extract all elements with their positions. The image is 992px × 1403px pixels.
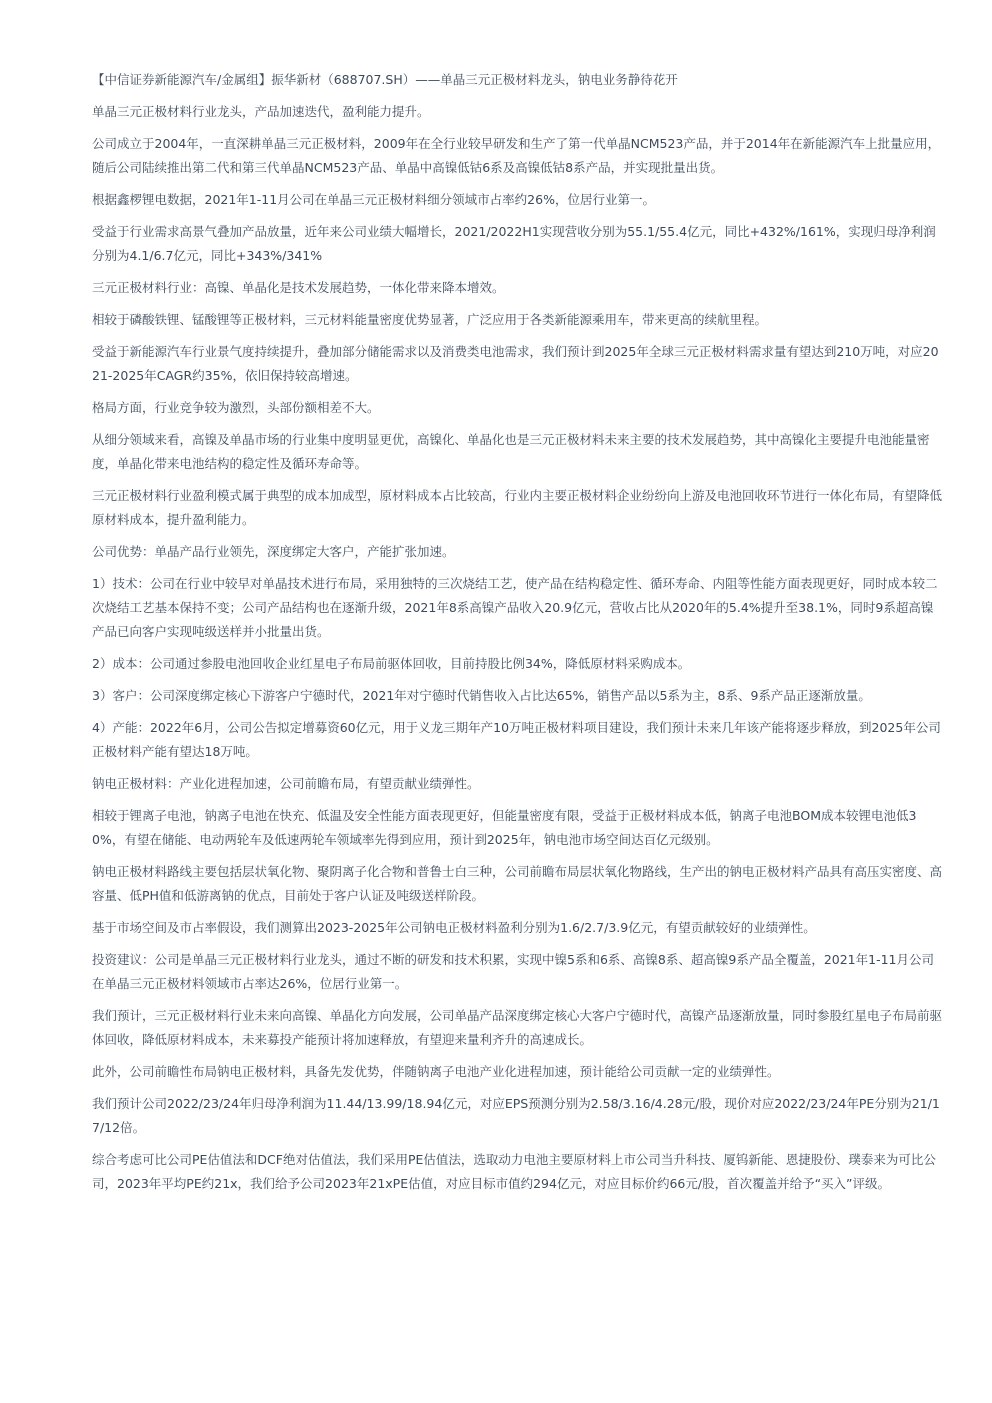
paragraph: 1）技术：公司在行业中较早对单晶技术进行布局，采用独特的三次烧结工艺，使产品在结构稳定性、循环寿命、内阻等性能方面表现更好，同时成本较二次烧结工艺基本保持不变；公司产品结构也在逐渐升级，2021年8系高镍产品收入20.9亿元，营收占比从2020年的5.4%提升至38.1%，同时9系超高镍产品已向客户实现吨级送样并小批量出货。 xyxy=(92,576,938,639)
paragraph: 3）客户：公司深度绑定核心下游客户宁德时代，2021年对宁德时代销售收入占比达65%，销售产品以5系为主，8系、9系产品正逐渐放量。 xyxy=(92,688,871,703)
article-title: 【中信证券新能源汽车/金属组】振华新材（688707.SH）——单晶三元正极材料龙头，钠电业务静待花开 xyxy=(92,72,678,87)
paragraph: 相较于磷酸铁锂、锰酸锂等正极材料，三元材料能量密度优势显著，广泛应用于各类新能源乘用车，带来更高的续航里程。 xyxy=(92,312,768,327)
paragraph: 我们预计公司2022/23/24年归母净利润为11.44/13.99/18.94亿元，对应EPS预测分别为2.58/3.16/4.28元/股，现价对应2022/23/24年PE分别为21/17/12倍。 xyxy=(92,1096,940,1135)
paragraph: 钠电正极材料路线主要包括层状氧化物、聚阴离子化合物和普鲁士白三种，公司前瞻布局层状氧化物路线，生产出的钠电正极材料产品具有高压实密度、高容量、低PH值和低游离钠的优点，目前处于客户认证及吨级送样阶段。 xyxy=(92,864,943,903)
paragraph: 基于市场空间及市占率假设，我们测算出2023-2025年公司钠电正极材料盈利分别为1.6/2.7/3.9亿元，有望贡献较好的业绩弹性。 xyxy=(92,920,816,935)
article xyxy=(92,68,942,1204)
paragraph: 受益于行业需求高景气叠加产品放量，近年来公司业绩大幅增长，2021/2022H1实现营收分别为55.1/55.4亿元，同比+432%/161%，实现归母净利润分别为4.1/6.7亿元，同比+343%/341% xyxy=(92,224,936,263)
paragraph: 单晶三元正极材料行业龙头，产品加速迭代，盈利能力提升。 xyxy=(92,104,430,119)
paragraph: 格局方面，行业竞争较为激烈，头部份额相差不大。 xyxy=(92,400,380,415)
paragraph: 此外，公司前瞻性布局钠电正极材料，具备先发优势，伴随钠离子电池产业化进程加速，预计能给公司贡献一定的业绩弹性。 xyxy=(92,1064,780,1079)
paragraph: 我们预计，三元正极材料行业未来向高镍、单晶化方向发展，公司单晶产品深度绑定核心大客户宁德时代，高镍产品逐渐放量，同时参股红星电子布局前驱体回收，降低原材料成本，未来募投产能预计将加速释放，有望迎来量利齐升的高速成长。 xyxy=(92,1008,943,1047)
paragraph: 4）产能：2022年6月，公司公告拟定增募资60亿元，用于义龙三期年产10万吨正极材料项目建设，我们预计未来几年该产能将逐步释放，到2025年公司正极材料产能有望达18万吨。 xyxy=(92,720,941,759)
paragraph: 2）成本：公司通过参股电池回收企业红星电子布局前驱体回收，目前持股比例34%，降低原材料采购成本。 xyxy=(92,656,691,671)
paragraph: 根据鑫椤锂电数据，2021年1-11月公司在单晶三元正极材料细分领域市占率约26%，位居行业第一。 xyxy=(92,192,655,207)
paragraph: 公司成立于2004年，一直深耕单晶三元正极材料，2009年在全行业较早研发和生产了第一代单晶NCM523产品，并于2014年在新能源汽车上批量应用，随后公司陆续推出第二代和第三代单晶NCM523产品、单晶中高镍低钴6系及高镍低钴8系产品，并实现批量出货。 xyxy=(92,136,941,175)
paragraph: 公司优势：单晶产品行业领先，深度绑定大客户，产能扩张加速。 xyxy=(92,544,455,559)
paragraph: 三元正极材料行业盈利模式属于典型的成本加成型，原材料成本占比较高，行业内主要正极材料企业纷纷向上游及电池回收环节进行一体化布局，有望降低原材料成本，提升盈利能力。 xyxy=(92,488,943,527)
paragraph: 三元正极材料行业：高镍、单晶化是技术发展趋势，一体化带来降本增效。 xyxy=(92,280,505,295)
paragraph: 投资建议：公司是单晶三元正极材料行业龙头，通过不断的研发和技术积累，实现中镍5系和6系、高镍8系、超高镍9系产品全覆盖，2021年1-11月公司在单晶三元正极材料领域市占率达26%，位居行业第一。 xyxy=(92,952,934,991)
paragraph: 相较于锂离子电池，钠离子电池在快充、低温及安全性能方面表现更好，但能量密度有限，受益于正极材料成本低，钠离子电池BOM成本较锂电池低30%，有望在储能、电动两轮车及低速两轮车领域率先得到应用，预计到2025年，钠电池市场空间达百亿元级别。 xyxy=(92,808,917,847)
paragraph: 综合考虑可比公司PE估值法和DCF绝对估值法，我们采用PE估值法，选取动力电池主要原材料上市公司当升科技、厦钨新能、恩捷股份、璞泰来为可比公司，2023年平均PE约21x，我们给予公司2023年21xPE估值，对应目标市值约294亿元，对应目标价约66元/股，首次覆盖并给予“买入”评级。 xyxy=(92,1152,936,1191)
paragraph: 钠电正极材料：产业化进程加速，公司前瞻布局，有望贡献业绩弹性。 xyxy=(92,776,480,791)
paragraph: 受益于新能源汽车行业景气度持续提升，叠加部分储能需求以及消费类电池需求，我们预计到2025年全球三元正极材料需求量有望达到210万吨，对应2021-2025年CAGR约35%，依旧保持较高增速。 xyxy=(92,344,939,383)
paragraph: 从细分领域来看，高镍及单晶市场的行业集中度明显更优，高镍化、单晶化也是三元正极材料未来主要的技术发展趋势，其中高镍化主要提升电池能量密度，单晶化带来电池结构的稳定性及循环寿命等。 xyxy=(92,432,930,471)
